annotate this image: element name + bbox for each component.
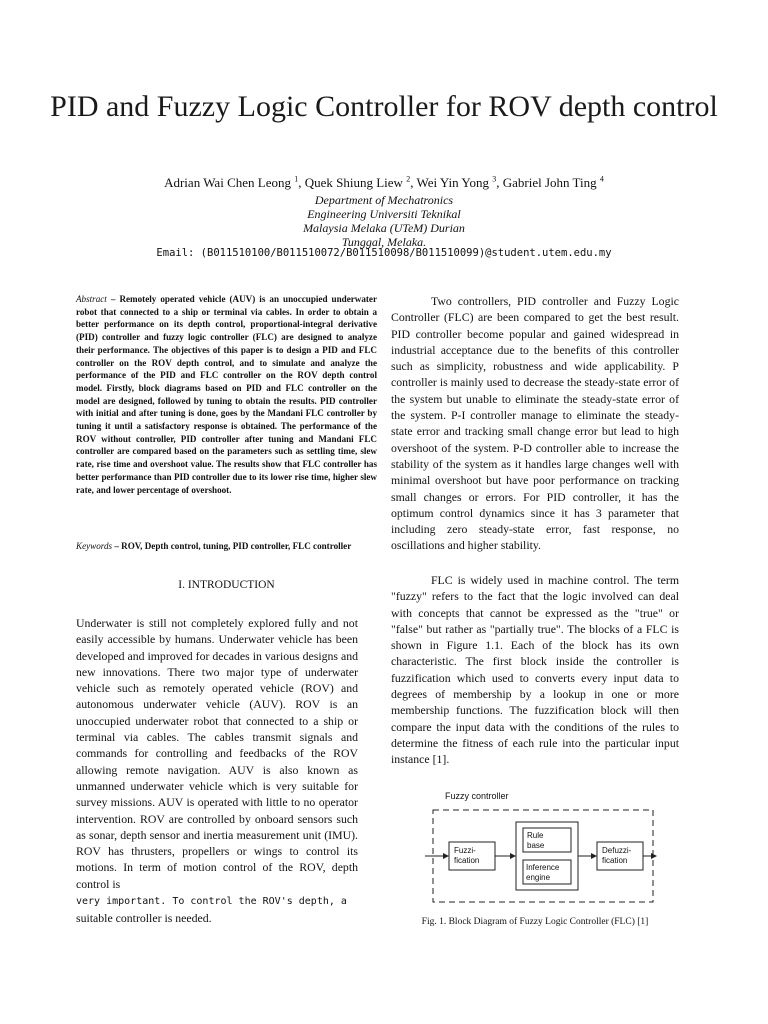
- defuzzification-label-1: Defuzzi-: [602, 846, 632, 855]
- author-list: Adrian Wai Chen Leong $^1$, Quek Shiung Liew $^2$, Wei Yin Yong $^3$, Gabriel John Ting $^4$: [164, 174, 604, 190]
- figure-title: Fuzzy controller: [445, 791, 509, 801]
- keywords-label: Keywords: [76, 541, 113, 551]
- rule-base-label-1: Rule: [527, 831, 544, 840]
- paper-title: PID and Fuzzy Logic Controller for ROV depth control: [50, 90, 718, 123]
- affiliation-line: Engineering Universiti Teknikal: [307, 207, 461, 221]
- author-name: Quek Shiung Liew: [304, 175, 403, 190]
- author-affil-mark: 1: [294, 174, 299, 184]
- defuzzification-label-2: fication: [602, 856, 628, 865]
- keywords: [76, 540, 377, 553]
- affiliation: [40, 193, 728, 249]
- author-name: Wei Yin Yong: [416, 175, 489, 190]
- author-name: Adrian Wai Chen Leong: [164, 175, 291, 190]
- abstract-text: – Remotely operated vehicle (AUV) is an unoccupied underwater robot that connected to a ship or terminal via cables. In order to obtain a better performance on its depth control, proportional-integral derivative (PID) controller and fuzzy logic controller (FLC) are designed to analyze their performance. The objectives of this paper is to design a PID and FLC controller on the ROV depth control, and to simulate and analyze the performance of the PID and FLC controller on the ROV depth control model. Firstly, block diagrams based on PID and FLC controller on the model are designed, followed by tuning to obtain the results. PID controller with initial and after tuning is done, goes by the Mandani FLC controller by tuning it until a satisfactory response is obtained. The performance of the ROV without controller, PID controller after tuning and Mandani FLC controller are compared based on the parameters such as settling time, slew rate, rise time and overshoot value. The results show that FLC controller has better performance than PID controller due to its lower rise time, higher slew rate, and lower percentage of overshoot.: [76, 294, 377, 495]
- controllers-paragraph: Two controllers, PID controller and Fuzzy Logic Controller (FLC) are been compared to get the best result. PID controller become popular and gained widespread in industrial acceptance due to the benefits of this controller such as simplicity, robustness and wide applicability. P controller is mainly used to decrease the steady-state error of the system but unable to eliminate the steady-state error of the system. P-I controller manage to eliminate the steady-state error and tracking small change error but lead to high overshoot of the system. P-D controller able to increase the stability of the system as it handles large changes well with minimal overshoot but have poor performance on tracking small changes or errors. For PID controller, it has the optimum control dynamics since it has 3 parameter that including zero steady-state error, fast response, no oscillations and higher stability.: [391, 294, 679, 553]
- author-name: Gabriel John Ting: [502, 175, 597, 190]
- intro-text-end: suitable controller is needed.: [76, 911, 212, 926]
- author-email: Email: (B011510100/B011510072/B011510098/B011510099)@student.utem.edu.my: [156, 247, 612, 259]
- figure-caption: Fig. 1. Block Diagram of Fuzzy Logic Controller (FLC) [1]: [421, 917, 649, 927]
- flc-block-diagram: [423, 786, 658, 906]
- author-affil-mark: 2: [406, 174, 411, 184]
- affiliation-line: Department of Mechatronics: [314, 193, 454, 207]
- flc-paragraph: FLC is widely used in machine control. The term "fuzzy" refers to the fact that the logic involved can deal with concepts that cannot be expressed as the "true" or "false" but rather as "partially true". The blocks of a FLC is shown in Figure 1.1. Each of the block has its own characteristic. The first block inside the controller is fuzzification which used to converts every input data to degrees of membership by a lookup in one or more membership functions. The fuzzification block will then compare the input data with the conditions of the rules to determine the fitness of each rule into the particular input instance [1].: [391, 573, 679, 767]
- fuzzification-label-2: fication: [454, 856, 480, 865]
- fuzzification-label-1: Fuzzi-: [454, 846, 476, 855]
- affiliation-line: Tunggal, Melaka.: [341, 235, 427, 249]
- abstract-label: Abstract: [76, 294, 107, 304]
- intro-text-mono: very important. To control the ROV's depth, a: [76, 896, 347, 908]
- block-diagram-svg: [423, 786, 658, 906]
- keywords-text: – ROV, Depth control, tuning, PID controller, FLC controller: [112, 541, 352, 551]
- intro-paragraph: [76, 615, 358, 927]
- affiliation-line: Malaysia Melaka (UTeM) Durian: [303, 221, 465, 235]
- author-affil-mark: 4: [599, 174, 604, 184]
- section-heading: I. INTRODUCTION: [178, 579, 275, 591]
- intro-text: Underwater is still not completely explored fully and not easily accessible by humans. Underwater vehicle has been developed and improved for decades in various designs and new innovations. There two major type of underwater vehicle such as remotely operated vehicle (ROV) and autonomous underwater vehicle (AUV). ROV is an unoccupied underwater robot that connected to a ship or terminal via cables. The cables transmit signals and commands for controlling and feedbacks of the ROV allowing remote navigation. AUV is also known as unmanned underwater vehicle which is very suitable for survey missions. AUV is operated with little to no operator intervention. ROV are controlled by onboard sensors such as sonar, depth sensor and inertia measurement unit (IMU). ROV has thrusters, propellers or wings to control its motions. In term of motion control of the ROV, depth control is: [76, 616, 358, 891]
- abstract: [76, 293, 377, 496]
- inference-label-2: engine: [526, 873, 551, 882]
- inference-label-1: Inference: [526, 863, 560, 872]
- author-affil-mark: 3: [492, 174, 497, 184]
- rule-base-label-2: base: [527, 841, 545, 850]
